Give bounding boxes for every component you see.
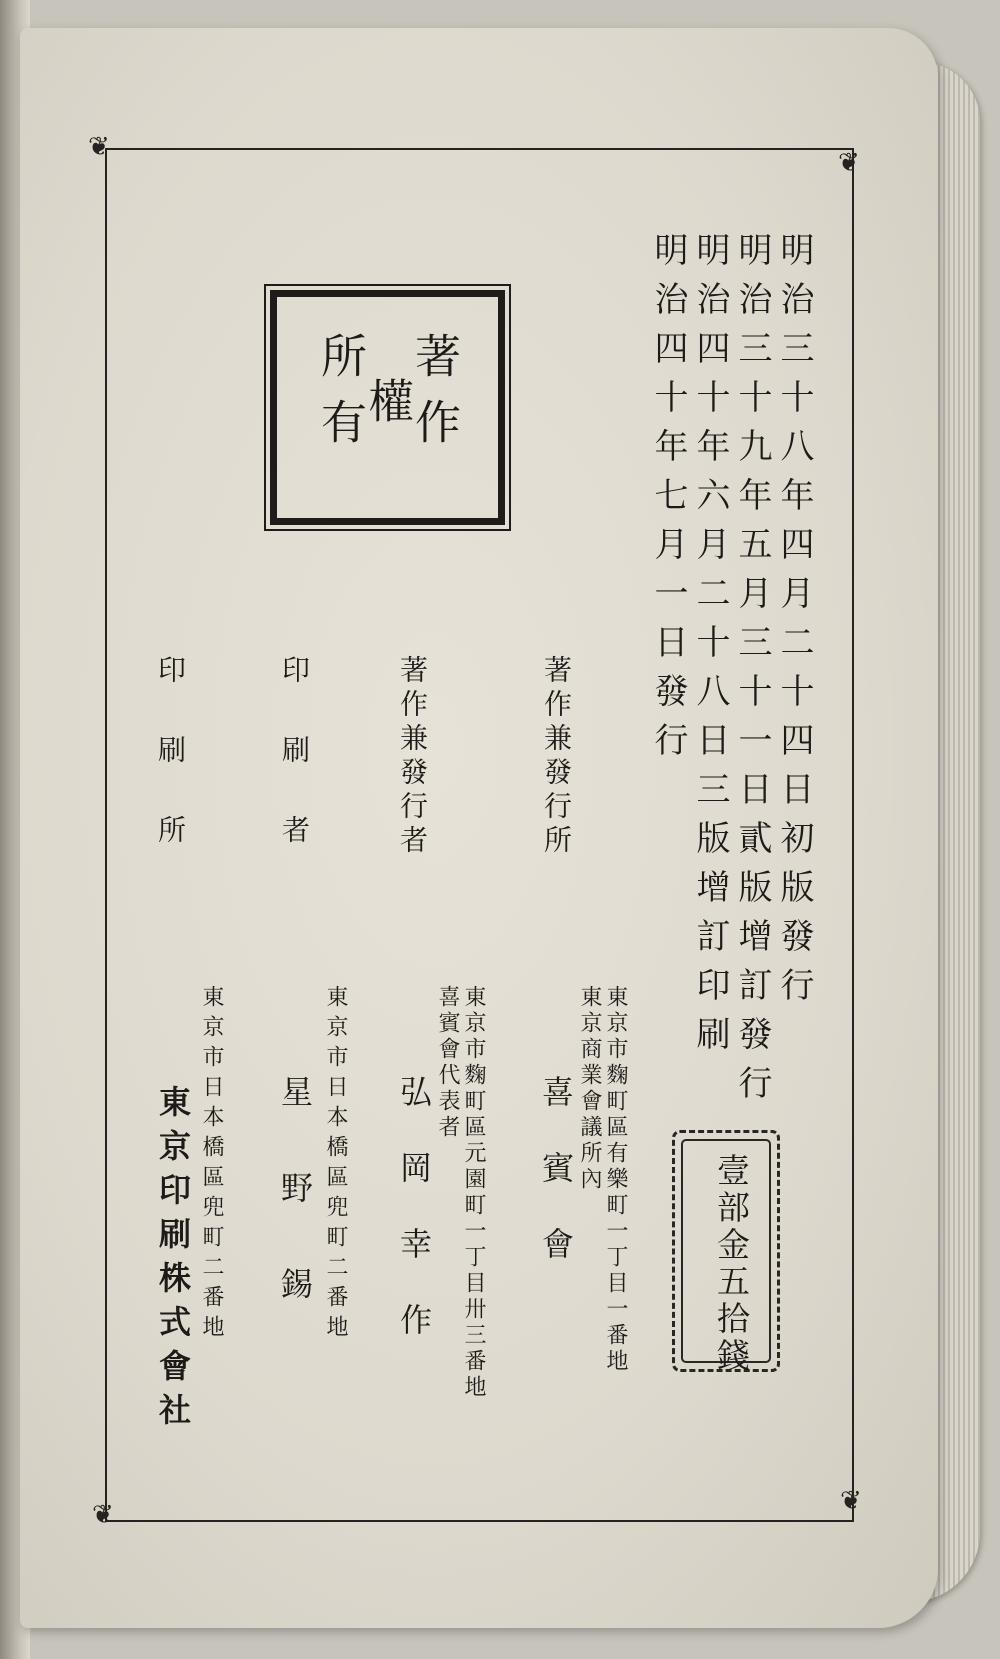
corner-ornament-icon: ❦ xyxy=(92,1500,114,1530)
author-address: 東京市麴町區元園町一丁目卅三番地 xyxy=(461,985,486,1401)
printer-address: 東京市日本橋區兜町二番地 xyxy=(323,985,348,1345)
printing-office-address: 東京市日本橋區兜町二番地 xyxy=(199,985,224,1345)
date-issue: 明治四十年七月一日發行 xyxy=(648,232,688,771)
date-first-edition: 明治三十八年四月二十四日初版發行 xyxy=(774,232,814,1016)
date-third-edition-printing: 明治四十年六月二十八日三版增訂印刷 xyxy=(690,232,730,1065)
copyright-seal xyxy=(270,290,505,525)
seal-line-2: 所有 xyxy=(314,332,368,464)
price-text: 壹部金五拾錢 xyxy=(712,1153,751,1375)
role-author-publisher: 著作兼發行者 xyxy=(396,655,429,859)
author-name: 弘岡幸作 xyxy=(395,1075,433,1379)
publisher-name: 喜賓會 xyxy=(537,1075,575,1303)
publisher-address-1: 東京市麴町區有樂町一丁目一番地 xyxy=(603,985,628,1375)
corner-ornament-icon: ❦ xyxy=(840,1486,862,1516)
printer-name: 星野錫 xyxy=(276,1075,314,1363)
publisher-address-2: 東京商業會議所內 xyxy=(577,985,602,1193)
seal-line-1: 著作 xyxy=(408,332,462,464)
corner-ornament-icon: ❦ xyxy=(88,132,110,162)
price-box xyxy=(672,1130,780,1375)
author-affiliation: 喜賓會代表者 xyxy=(435,985,460,1141)
seal-middle: 權 xyxy=(361,377,415,423)
date-second-edition: 明治三十九年五月三十一日貳版增訂發行 xyxy=(732,232,772,1114)
role-printer: 印刷者 xyxy=(278,655,311,895)
role-printing-office: 印刷所 xyxy=(154,655,187,895)
role-author-publisher-office: 著作兼發行所 xyxy=(540,655,573,859)
printing-office-name: 東京印刷株式會社 xyxy=(154,1085,192,1437)
corner-ornament-icon: ❦ xyxy=(838,148,860,178)
